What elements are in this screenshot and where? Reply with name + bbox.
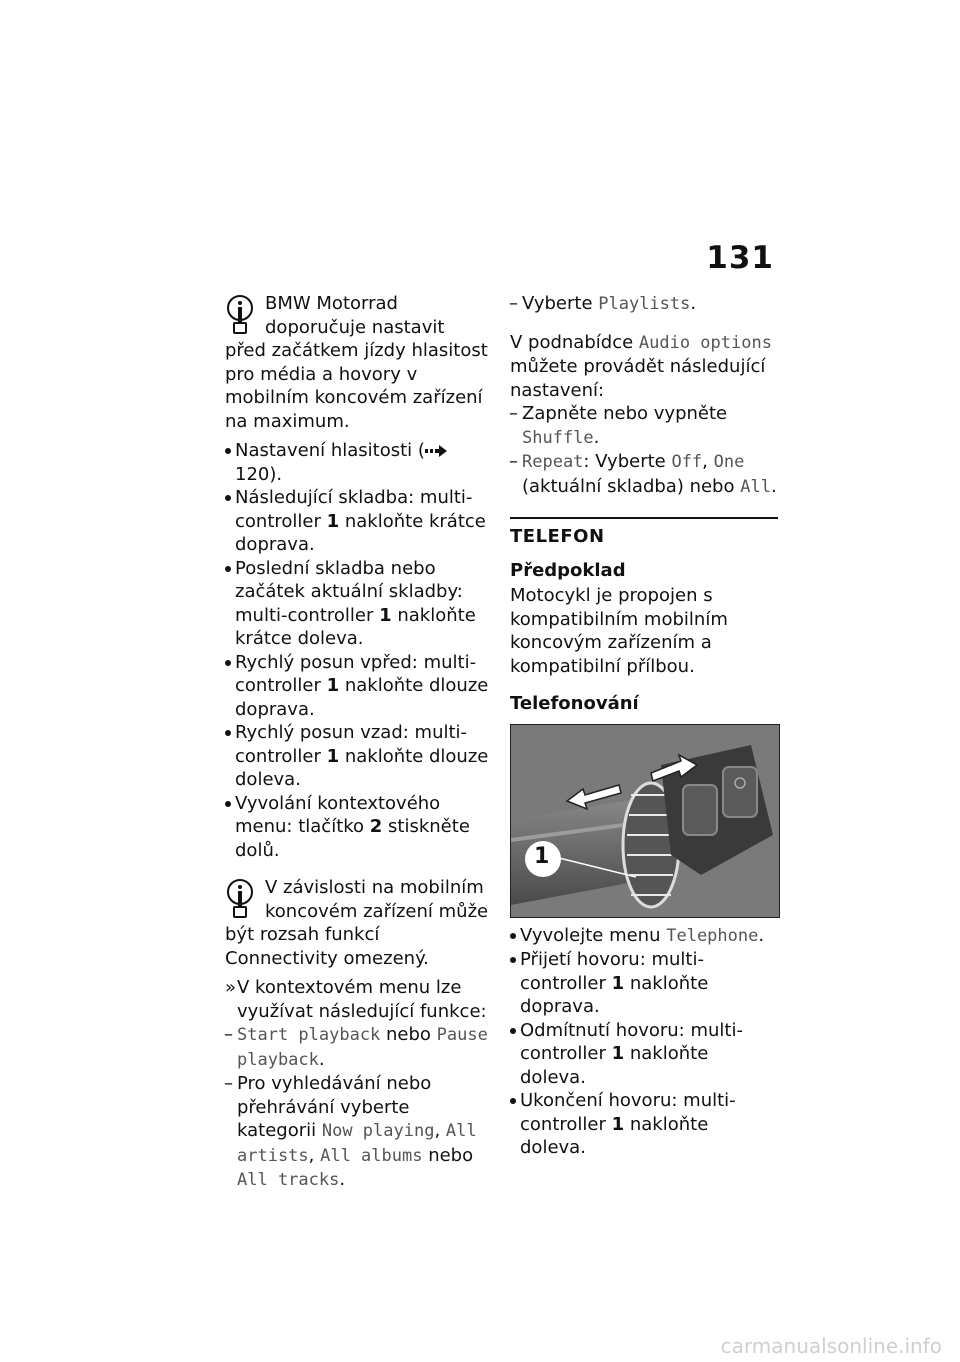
prerequisite-title: Předpoklad xyxy=(510,559,626,581)
section-title: TELEFON xyxy=(510,526,605,547)
list-item: Rychlý posun vzad: multi-controller 1 nakloňte dlouze doleva. xyxy=(225,721,490,792)
list-item: Ukončení hovoru: multi-controller 1 nakloňte doleva. xyxy=(510,1089,778,1160)
context-menu-intro: » V kontextovém menu lze využívat následující funkce: xyxy=(225,977,487,1022)
info-icon xyxy=(223,294,257,338)
list-item: – Start playback nebo Pause playback. xyxy=(225,1023,490,1072)
info-icon xyxy=(223,878,257,922)
list-item: Nastavení hlasitosti (120). xyxy=(225,439,490,486)
watermark: carmanualsonline.info xyxy=(720,1334,942,1358)
list-item: – Repeat: Vyberte Off, One (aktuální skladba) nebo All. xyxy=(510,450,778,499)
section-divider xyxy=(510,517,778,519)
right-column xyxy=(510,292,778,1160)
page-reference-arrow-icon xyxy=(425,445,447,457)
telephone-controls-list xyxy=(510,924,778,1160)
list-item: – Pro vyhledávání nebo přehrávání vyberte kategorii Now playing, All artists, All albums nebo All tracks. xyxy=(225,1072,490,1193)
left-column xyxy=(225,292,490,1193)
list-item: Poslední skladba nebo začátek aktuální skladby: multi-controller 1 nakloňte krátce doleva. xyxy=(225,557,490,651)
audio-options-list xyxy=(510,402,778,499)
list-item: Vyvolejte menu Telephone. xyxy=(510,924,778,949)
prerequisite-text: Motocykl je propojen s kompatibilním mobilním koncovým zařízením a kompatibilní přílbou. xyxy=(510,585,728,677)
info-note-text: V závislosti na mobilním koncovém zařízení může být rozsah funkcí Connectivity omezený. xyxy=(225,877,489,969)
info-note-text: BMW Motorrad doporučuje nastavit před začátkem jízdy hlasitost pro média a hovory v mobilním koncovém zařízení na maximum. xyxy=(225,293,488,432)
playlists-list xyxy=(510,292,778,317)
context-menu-list xyxy=(225,1023,490,1193)
list-item: – Zapněte nebo vypněte Shuffle. xyxy=(510,402,778,450)
info-note xyxy=(225,876,490,970)
page-number: 131 xyxy=(706,240,774,276)
list-item: Přijetí hovoru: multi-controller 1 nakloňte doprava. xyxy=(510,948,778,1019)
list-item: Rychlý posun vpřed: multi-controller 1 nakloňte dlouze doprava. xyxy=(225,651,490,722)
chevron-icon: » xyxy=(225,977,237,998)
handlebar-illustration xyxy=(511,725,779,917)
media-controls-list xyxy=(225,439,490,862)
info-note xyxy=(225,292,490,433)
handlebar-controls-figure xyxy=(510,724,780,918)
list-item: Odmítnutí hovoru: multi-controller 1 nakloňte doleva. xyxy=(510,1019,778,1090)
submenu-paragraph: V podnabídce Audio options můžete provádět následující nastavení: xyxy=(510,331,772,401)
calling-title: Telefonování xyxy=(510,693,639,714)
list-item: Vyvolání kontextového menu: tlačítko 2 stiskněte dolů. xyxy=(225,792,490,863)
figure-callout-label: 1 xyxy=(534,843,550,869)
page-reference[interactable]: 120 xyxy=(235,463,270,485)
list-item: – Vyberte Playlists. xyxy=(510,292,778,317)
list-item: Následující skladba: multi-controller 1 nakloňte krátce doprava. xyxy=(225,486,490,557)
